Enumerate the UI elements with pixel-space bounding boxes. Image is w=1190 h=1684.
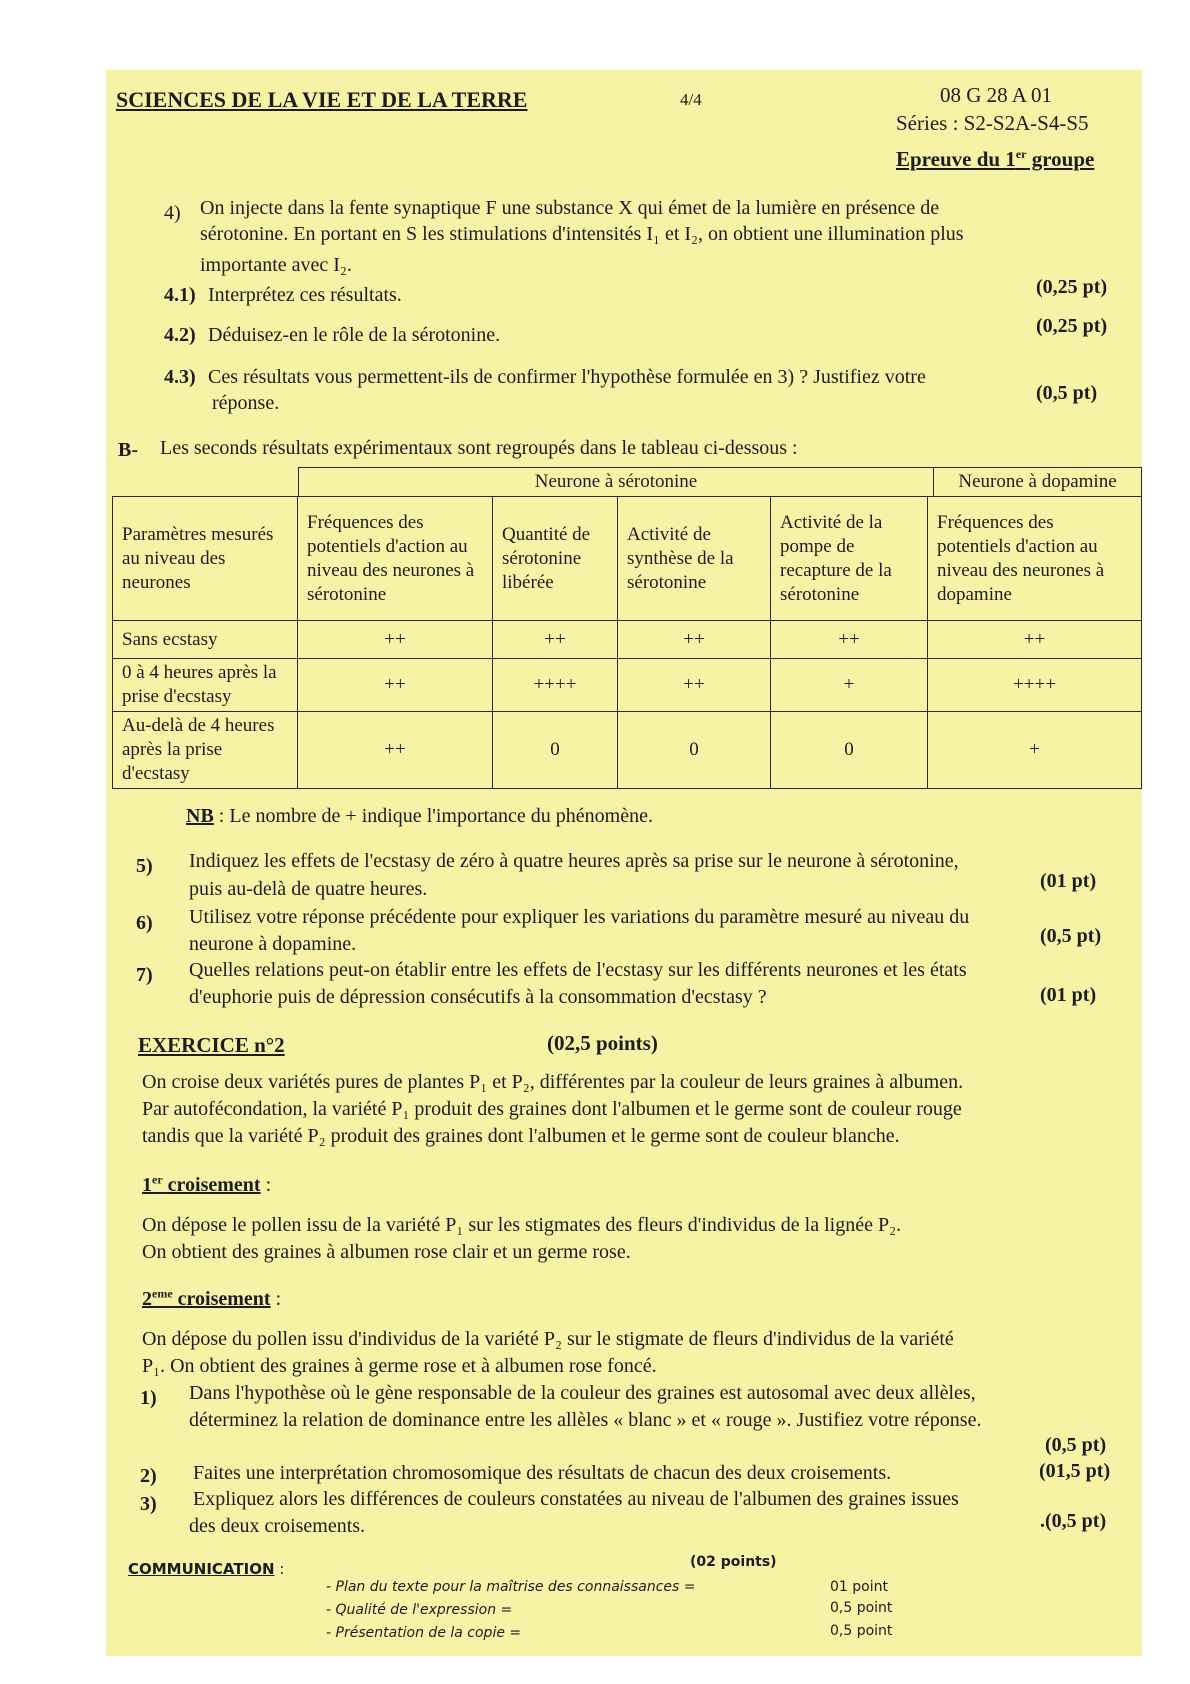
exam-code: 08 G 28 A 01 bbox=[940, 83, 1053, 107]
ex2-q3-number: 3) bbox=[140, 1493, 157, 1515]
cross1-line1: On dépose le pollen issu de la variété P₁ sur les stigmates des fleurs d'individus de la lignée P₂. bbox=[142, 1214, 902, 1236]
ex2-q1-points: (0,5 pt) bbox=[1045, 1434, 1107, 1456]
communication-item-value: 0,5 point bbox=[830, 1600, 893, 1616]
table-cell: 0 bbox=[618, 712, 771, 789]
exercise2-title: EXERCICE n°2 bbox=[138, 1033, 285, 1057]
col-header: Quantité de sérotonine libérée bbox=[493, 497, 618, 621]
table-cell: ++ bbox=[493, 621, 618, 659]
exercise2-points: (02,5 points) bbox=[547, 1031, 658, 1055]
table-cell: + bbox=[771, 659, 928, 712]
col-header: Fréquences des potentiels d'action au niveau des neurones à sérotonine bbox=[298, 497, 493, 621]
row-label: 0 à 4 heures après la prise d'ecstasy bbox=[113, 659, 298, 712]
q43-line2: réponse. bbox=[212, 392, 280, 414]
table-cell: ++ bbox=[298, 659, 493, 712]
q41-points: (0,25 pt) bbox=[1036, 276, 1108, 298]
page-number: 4/4 bbox=[680, 90, 702, 109]
communication-item-value: 01 point bbox=[830, 1579, 888, 1595]
table-header-row bbox=[113, 497, 1142, 621]
col-header: Activité de synthèse de la sérotonine bbox=[618, 497, 771, 621]
table-cell: ++++ bbox=[928, 659, 1142, 712]
ex2-q2-text: Faites une interprétation chromosomique des résultats de chacun des deux croisements. bbox=[193, 1462, 892, 1484]
table-cell: 0 bbox=[493, 712, 618, 789]
communication-item-value: 0,5 point bbox=[830, 1623, 893, 1639]
ex2-q2-points: (01,5 pt) bbox=[1039, 1460, 1111, 1482]
table-row bbox=[113, 621, 1142, 659]
ex2-intro2: Par autofécondation, la variété P₁ produit des graines dont l'albumen et le germe sont de couleur rouge bbox=[142, 1098, 962, 1120]
table-cell: ++ bbox=[771, 621, 928, 659]
results-table bbox=[112, 496, 1142, 789]
table-cell: ++++ bbox=[493, 659, 618, 712]
q5-number: 5) bbox=[136, 855, 153, 877]
cross1-heading: 1er croisement : bbox=[142, 1172, 272, 1196]
cross2-line1: On dépose du pollen issu d'individus de la variété P₂ sur le stigmate de fleurs d'individus de la variété bbox=[142, 1328, 954, 1350]
cross1-line2: On obtient des graines à albumen rose clair et un germe rose. bbox=[142, 1241, 631, 1263]
ex2-q3-line1: Expliquez alors les différences de couleurs constatées au niveau de l'albumen des graines issues bbox=[193, 1488, 959, 1510]
row-label: Au-delà de 4 heures après la prise d'ecstasy bbox=[113, 712, 298, 789]
q5-line2: puis au-delà de quatre heures. bbox=[189, 878, 428, 900]
q4-line3: importante avec I₂. bbox=[200, 254, 352, 276]
table-cell: + bbox=[928, 712, 1142, 789]
partB-intro: Les seconds résultats expérimentaux sont regroupés dans le tableau ci-dessous : bbox=[160, 437, 798, 459]
q6-line1: Utilisez votre réponse précédente pour expliquer les variations du paramètre mesuré au niveau du bbox=[189, 906, 970, 928]
q41-number: 4.1) bbox=[164, 284, 196, 306]
q42-number: 4.2) bbox=[164, 324, 196, 346]
q7-number: 7) bbox=[136, 964, 153, 986]
subject-title: SCIENCES DE LA VIE ET DE LA TERRE bbox=[116, 87, 528, 112]
col-header: Fréquences des potentiels d'action au niveau des neurones à dopamine bbox=[928, 497, 1142, 621]
communication-item-label: - Plan du texte pour la maîtrise des connaissances = bbox=[326, 1579, 696, 1595]
table-cell: ++ bbox=[298, 621, 493, 659]
q5-line1: Indiquez les effets de l'ecstasy de zéro à quatre heures après sa prise sur le neurone à sérotonine, bbox=[189, 850, 959, 872]
q41-text: Interprétez ces résultats. bbox=[208, 284, 402, 306]
q6-line2: neurone à dopamine. bbox=[189, 933, 357, 955]
table-cell: ++ bbox=[928, 621, 1142, 659]
q7-line1: Quelles relations peut-on établir entre les effets de l'ecstasy sur les différents neurones et les états bbox=[189, 959, 967, 981]
partB-label: B- bbox=[118, 439, 138, 461]
q43-number: 4.3) bbox=[164, 366, 196, 388]
q7-line2: d'euphorie puis de dépression consécutifs à la consommation d'ecstasy ? bbox=[189, 986, 767, 1008]
row-label: Sans ecstasy bbox=[113, 621, 298, 659]
table-row bbox=[113, 659, 1142, 712]
cross2-heading: 2eme croisement : bbox=[142, 1286, 282, 1310]
q43-points: (0,5 pt) bbox=[1036, 382, 1098, 404]
col-header: Activité de la pompe de recapture de la sérotonine bbox=[771, 497, 928, 621]
q42-points: (0,25 pt) bbox=[1036, 315, 1108, 337]
exam-group: Epreuve du 1er groupe bbox=[896, 147, 1095, 171]
table-row bbox=[113, 712, 1142, 789]
ex2-intro1: On croise deux variétés pures de plantes P₁ et P₂, différentes par la couleur de leurs graines à albumen. bbox=[142, 1071, 964, 1093]
exam-series: Séries : S2-S2A-S4-S5 bbox=[896, 111, 1089, 135]
group-serotonine: Neurone à sérotonine bbox=[299, 468, 934, 497]
ex2-q1-line2: déterminez la relation de dominance entre les allèles « blanc » et « rouge ». Justifiez votre réponse. bbox=[189, 1409, 982, 1431]
table-cell: ++ bbox=[298, 712, 493, 789]
q5-points: (01 pt) bbox=[1040, 870, 1097, 892]
table-cell: ++ bbox=[618, 621, 771, 659]
ex2-q3-line2: des deux croisements. bbox=[189, 1515, 366, 1537]
table-group-header bbox=[298, 467, 1142, 497]
table-cell: 0 bbox=[771, 712, 928, 789]
communication-item-label: - Présentation de la copie = bbox=[326, 1625, 522, 1641]
ex2-q2-number: 2) bbox=[140, 1465, 157, 1487]
q42-text: Déduisez-en le rôle de la sérotonine. bbox=[208, 324, 501, 346]
q4-line2: sérotonine. En portant en S les stimulations d'intensités I₁ et I₂, on obtient une illumination plus bbox=[200, 223, 964, 245]
ex2-intro3: tandis que la variété P₂ produit des graines dont l'albumen et le germe sont de couleur blanche. bbox=[142, 1125, 900, 1147]
cross2-line2: P₁. On obtient des graines à germe rose et à albumen rose foncé. bbox=[142, 1355, 657, 1377]
q43-line1: Ces résultats vous permettent-ils de confirmer l'hypothèse formulée en 3) ? Justifiez votre bbox=[208, 366, 926, 388]
q4-number: 4) bbox=[164, 202, 181, 224]
q6-number: 6) bbox=[136, 912, 153, 934]
ex2-q1-number: 1) bbox=[140, 1387, 157, 1409]
communication-item-label: - Qualité de l'expression = bbox=[326, 1602, 513, 1618]
ex2-q3-points: .(0,5 pt) bbox=[1040, 1510, 1107, 1532]
group-dopamine: Neurone à dopamine bbox=[934, 468, 1142, 497]
q4-line1: On injecte dans la fente synaptique F une substance X qui émet de la lumière en présence de bbox=[200, 197, 940, 219]
param-header: Paramètres mesurés au niveau des neurones bbox=[113, 497, 298, 621]
communication-points: (02 points) bbox=[690, 1554, 777, 1570]
table-cell: ++ bbox=[618, 659, 771, 712]
q7-points: (01 pt) bbox=[1040, 984, 1097, 1006]
ex2-q1-line1: Dans l'hypothèse où le gène responsable de la couleur des graines est autosomal avec deux allèles, bbox=[189, 1382, 976, 1404]
communication-heading: COMMUNICATION : bbox=[128, 1560, 285, 1578]
q6-points: (0,5 pt) bbox=[1040, 925, 1102, 947]
nb-note: NB : Le nombre de + indique l'importance du phénomène. bbox=[186, 805, 653, 827]
